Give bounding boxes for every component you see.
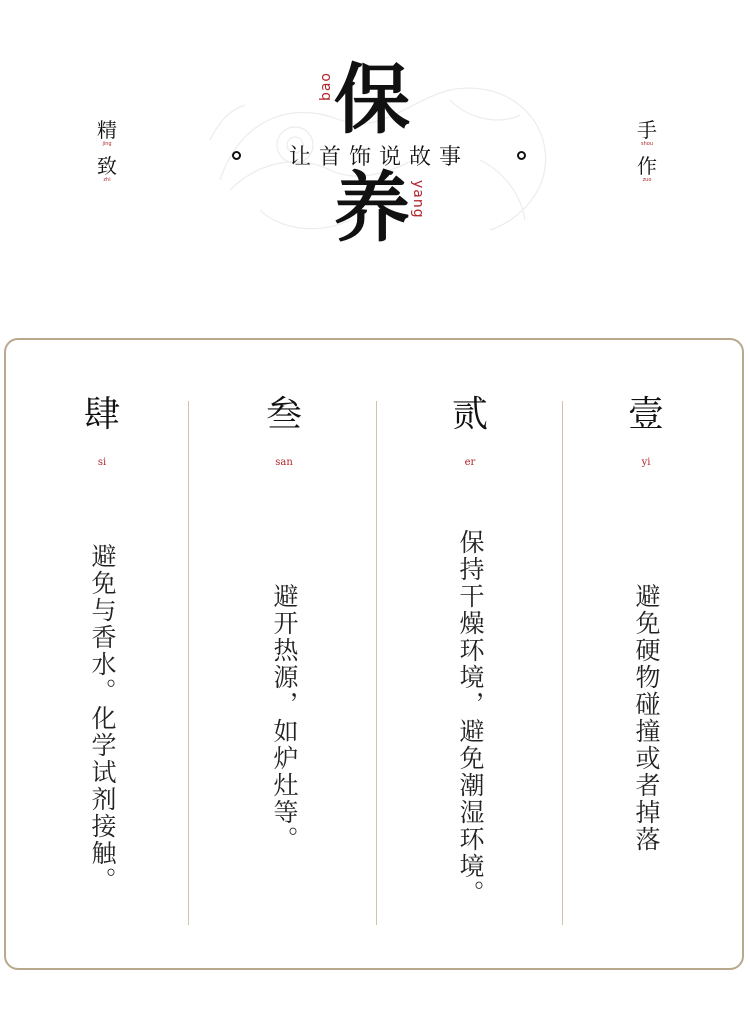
title-char-bao: 保 [334, 55, 410, 144]
column-text: 避免与香水。化学试剂接触。 [88, 542, 117, 894]
left-char-2: 致 [97, 154, 117, 178]
subtitle [232, 140, 526, 170]
column-divider [188, 401, 189, 925]
circle-right-icon [517, 151, 526, 160]
left-vertical-word [92, 120, 122, 184]
column-pinyin: san [275, 457, 293, 468]
title-char-yang: 养 [334, 163, 410, 252]
column-text: 避开热源，如炉灶等。 [270, 583, 299, 853]
right-pinyin-2: zuo [642, 177, 652, 183]
column-number: 肆 [83, 394, 120, 435]
column-pinyin: yi [641, 457, 651, 468]
right-char-1: 手 [637, 118, 657, 142]
column-er [440, 395, 500, 933]
column-divider [562, 401, 563, 925]
title-pinyin-bao: bao [318, 72, 334, 102]
circle-left-icon [232, 151, 241, 160]
column-divider [376, 401, 377, 925]
subtitle-text: 让首饰说故事 [288, 144, 469, 170]
column-number: 叁 [265, 394, 302, 435]
column-pinyin: er [464, 457, 476, 468]
title-pinyin-yang: yang [410, 180, 426, 219]
left-pinyin-1: jing [102, 141, 112, 147]
right-vertical-word [632, 120, 662, 184]
column-text: 保持干燥环境，避免潮湿环境。 [456, 529, 485, 907]
left-char-1: 精 [97, 118, 117, 142]
column-yi [616, 395, 676, 933]
right-char-2: 作 [637, 154, 657, 178]
left-pinyin-2: zhi [103, 177, 111, 183]
column-pinyin: si [97, 457, 107, 468]
column-number: 贰 [451, 394, 488, 435]
column-san [254, 395, 314, 933]
column-number: 壹 [627, 394, 664, 435]
column-si [72, 395, 132, 933]
column-text: 避免硬物碰撞或者掉落 [632, 583, 661, 853]
right-pinyin-1: shou [640, 141, 653, 147]
